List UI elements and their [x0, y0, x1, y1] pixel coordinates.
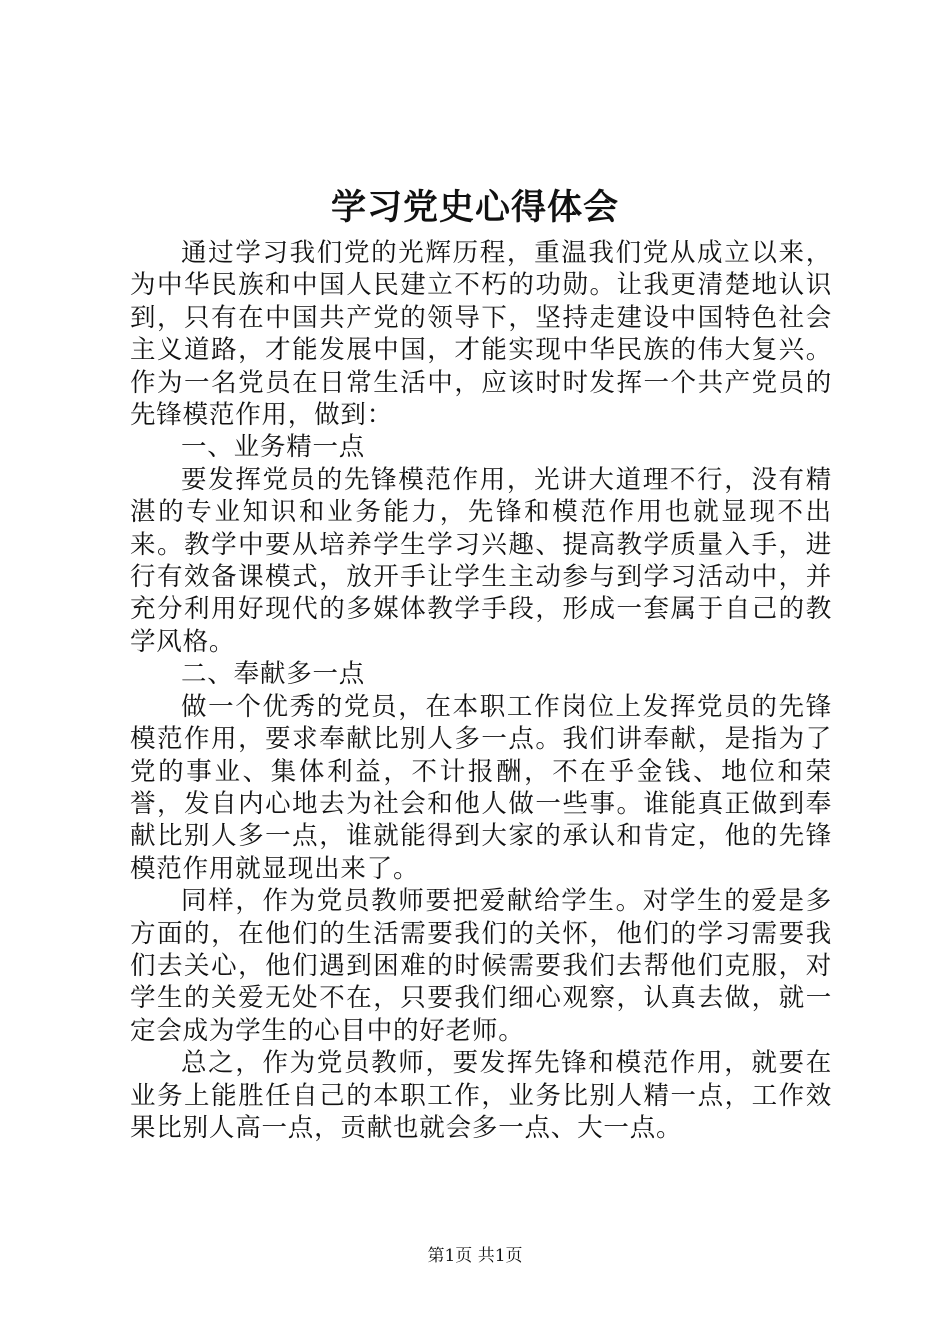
section-2-paragraph-2: 同样，作为党员教师要把爱献给学生。对学生的爱是多方面的，在他们的生活需要我们的关怀，他们的学习需要我们去关心，他们遇到困难的时候需要我们去帮他们克服，对学生的关爱无处不在，只要我们细心观察，认真去做，就一定会成为学生的心目中的好老师。: [130, 886, 832, 1046]
section-heading-1: 一、业务精一点: [181, 432, 366, 463]
section-heading-2: 二、奉献多一点: [181, 659, 366, 690]
document-title: 学习党史心得体会: [330, 187, 619, 228]
section-1-paragraph: 要发挥党员的先锋模范作用，光讲大道理不行，没有精湛的专业知识和业务能力，先锋和模范作用也就显现不出来。教学中要从培养学生学习兴趣、提高教学质量入手，进行有效备课模式，放开手让学生主动参与到学习活动中，并充分利用好现代的多媒体教学手段，形成一套属于自己的教学风格。: [130, 464, 832, 657]
section-2-paragraph: 做一个优秀的党员，在本职工作岗位上发挥党员的先锋模范作用，要求奉献比别人多一点。我们讲奉献，是指为了党的事业、集体利益，不计报酬，不在乎金钱、地位和荣誉，发自内心地去为社会和他人做一些事。谁能真正做到奉献比别人多一点，谁就能得到大家的承认和肯定，他的先锋模范作用就显现出来了。: [130, 691, 832, 884]
document-body: [130, 237, 832, 1144]
conclusion-paragraph: 总之，作为党员教师，要发挥先锋和模范作用，就要在业务上能胜任自己的本职工作，业务比别人精一点，工作效果比别人高一点，贡献也就会多一点、大一点。: [130, 1048, 832, 1143]
page-number-footer: 第1页 共1页: [427, 1246, 523, 1266]
intro-paragraph: 通过学习我们党的光辉历程，重温我们党从成立以来，为中华民族和中国人民建立不朽的功勋。让我更清楚地认识到，只有在中国共产党的领导下，坚持走建设中国特色社会主义道路，才能发展中国，才能实现中华民族的伟大复兴。作为一名党员在日常生活中，应该时时发挥一个共产党员的先锋模范作用，做到：: [130, 238, 832, 431]
